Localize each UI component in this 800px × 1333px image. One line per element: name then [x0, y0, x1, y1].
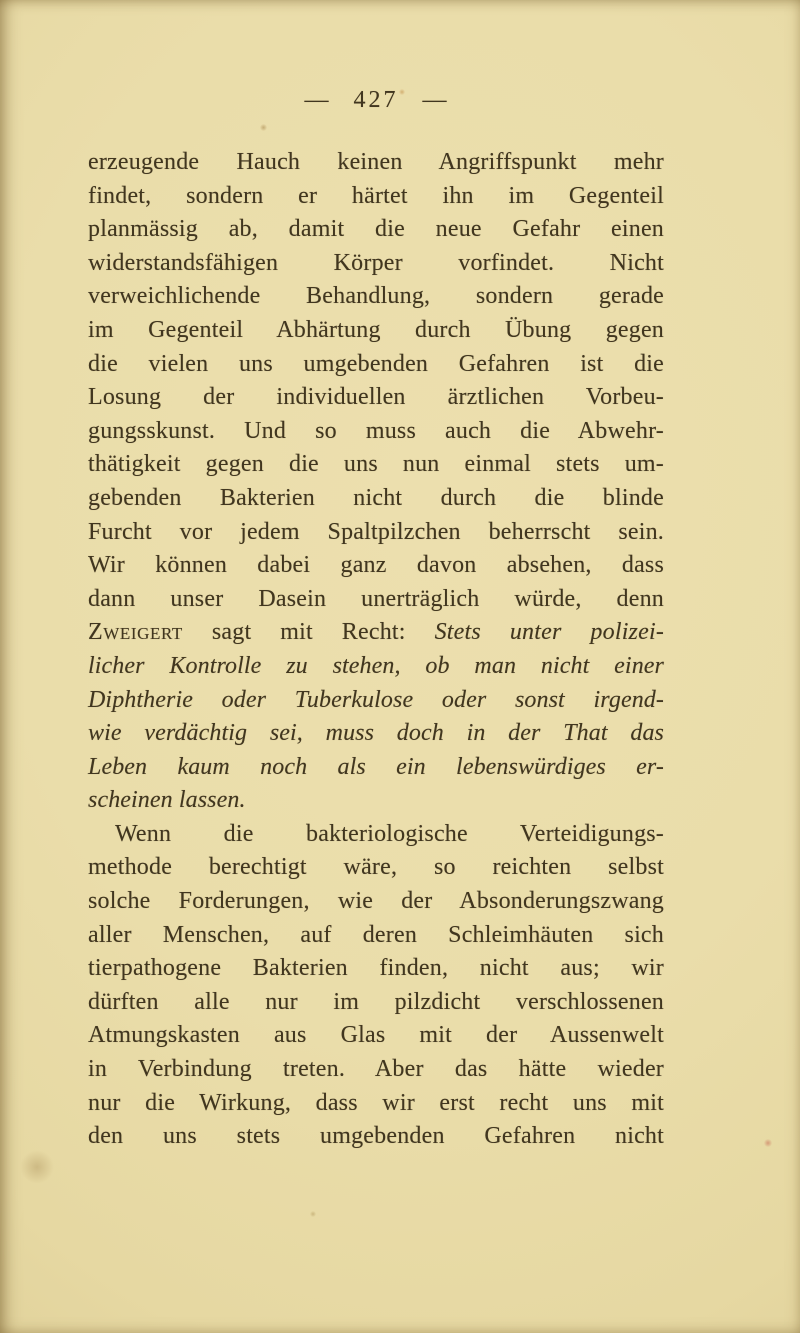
text-line: Furcht vor jedem Spaltpilzchen beherrscht sein. [88, 518, 664, 545]
text-line: den uns stets umgebenden Gefahren nicht [88, 1123, 664, 1150]
header-dash-right: — [422, 87, 448, 113]
quote-line: wie verdächtig sei, muss doch in der That das [88, 720, 664, 747]
text-line: Losung der individuellen ärztlichen Vorbeu- [88, 384, 664, 411]
text-line: findet, sondern er härtet ihn im Gegenteil [88, 182, 664, 209]
text-line: gebenden Bakterien nicht durch die blinde [88, 484, 664, 511]
text-line: gungsskunst. Und so muss auch die Abwehr- [88, 417, 664, 444]
text-line: im Gegenteil Abhärtung durch Übung gegen [88, 316, 664, 343]
text-line: verweichlichende Behandlung, sondern gerade [88, 283, 664, 310]
text-line: die vielen uns umgebenden Gefahren ist die [88, 350, 664, 377]
text-segment: sagt mit Recht: [211, 619, 406, 646]
text-line: aller Menschen, auf deren Schleimhäuten sich [88, 921, 664, 948]
author-name-smallcaps: Zweigert [88, 619, 183, 646]
text-line: Atmungskasten aus Glas mit der Aussenwelt [88, 1022, 664, 1049]
paper-speck [764, 1139, 772, 1147]
page-number: 427 [353, 87, 399, 113]
quote-line: Leben kaum noch als ein lebenswürdiges er- [88, 753, 664, 780]
text-line: Wenn die bakteriologische Verteidigungs- [115, 820, 664, 847]
page-header [88, 88, 664, 112]
quote-line: scheinen lassen. [88, 787, 246, 814]
header-dash-left: — [304, 87, 330, 113]
quote-segment: Stets unter polizei- [434, 619, 665, 646]
text-line: nur die Wirkung, dass wir erst recht uns mit [88, 1089, 664, 1116]
text-line: thätigkeit gegen die uns nun einmal stets um- [88, 451, 664, 478]
quote-line: Diphtherie oder Tuberkulose oder sonst irgend- [88, 686, 664, 713]
body-text [88, 146, 664, 1154]
text-line: dann unser Dasein unerträglich würde, denn [88, 585, 664, 612]
text-line: Wir können dabei ganz davon absehen, dass [88, 552, 664, 579]
text-line-zweigert [88, 616, 664, 650]
text-line: in Verbindung treten. Aber das hätte wieder [88, 1056, 664, 1083]
text-line: planmässig ab, damit die neue Gefahr einen [88, 216, 664, 243]
text-line: erzeugende Hauch keinen Angriffspunkt mehr [88, 149, 664, 175]
text-line: solche Forderungen, wie der Absonderungszwang [88, 888, 664, 915]
quote-line: licher Kontrolle zu stehen, ob man nicht einer [88, 652, 664, 679]
text-line: tierpathogene Bakterien finden, nicht aus; wir [88, 955, 664, 982]
paper-stain [20, 1150, 54, 1184]
text-line: dürften alle nur im pilzdicht verschlossenen [88, 988, 664, 1015]
paper-speck [260, 124, 267, 131]
text-line: methode berechtigt wäre, so reichten selbst [88, 854, 664, 881]
paper-speck [310, 1211, 316, 1217]
text-line: widerstandsfähigen Körper vorfindet. Nicht [88, 249, 664, 276]
